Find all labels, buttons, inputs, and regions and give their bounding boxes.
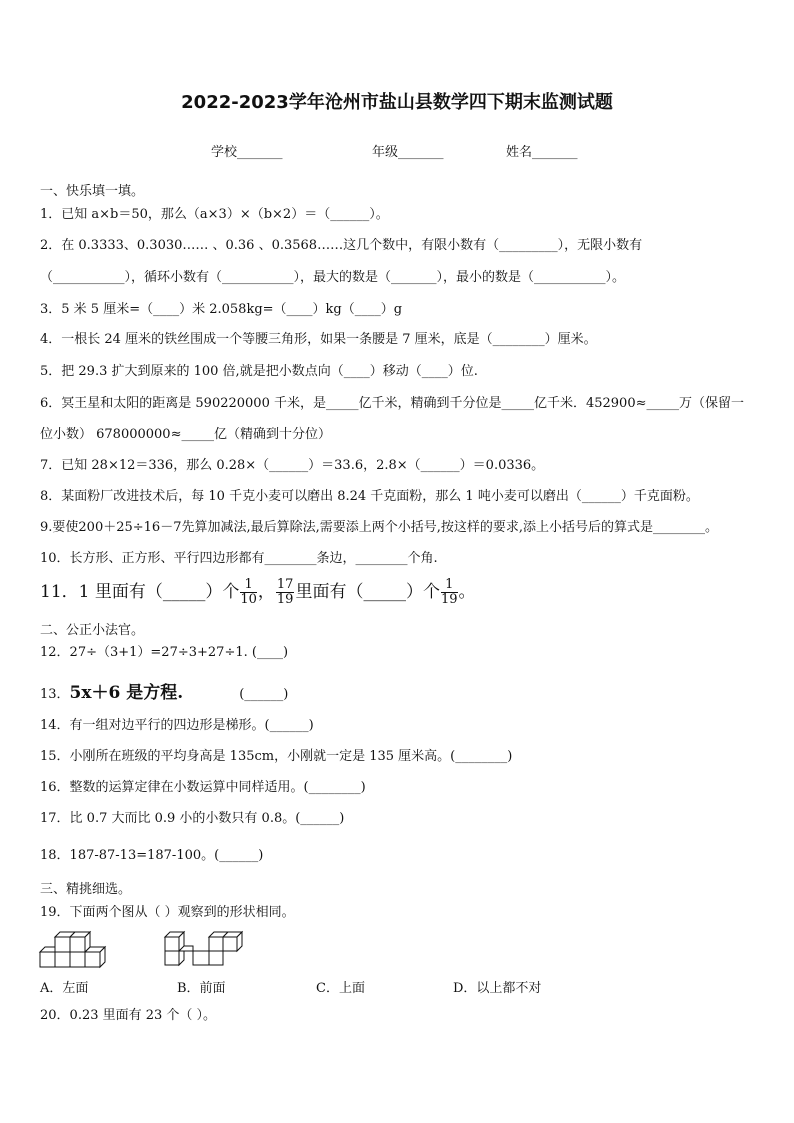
fraction-denominator: 19	[276, 592, 294, 607]
fraction-1-19	[441, 578, 458, 607]
fraction-denominator: 10	[240, 592, 257, 607]
question-11-separator: ，	[257, 582, 275, 602]
question-7: 7．已知 28×12＝336，那么 0.28×（______）＝33.6，2.8×（______）＝0.0336。	[40, 458, 545, 473]
option-b[interactable]: B．前面	[177, 981, 226, 996]
question-10: 10．长方形、正方形、平行四边形都有________条边，________个角.	[40, 551, 438, 566]
question-14: 14．有一组对边平行的四边形是梯形。(______)	[40, 718, 314, 733]
option-d[interactable]: D．以上都不对	[453, 981, 542, 996]
question-6-line-2: 位小数） 678000000≈_____亿（精确到十分位）	[40, 427, 331, 442]
question-6-line-1: 6．冥王星和太阳的距离是 590220000 千米，是_____亿千米，精确到千分位是_____亿千米．452900≈_____万（保留一	[40, 396, 744, 411]
cube-figure-1	[38, 930, 108, 970]
question-11-end: 。	[458, 582, 476, 602]
fraction-1-10	[240, 578, 257, 607]
question-15: 15．小刚所在班级的平均身高是 135cm，小刚就一定是 135 厘米高。(________)	[40, 749, 513, 764]
school-field: 学校_______	[211, 145, 283, 160]
question-19: 19．下面两个图从（ ）观察到的形状相同。	[40, 905, 295, 920]
name-field: 姓名_______	[506, 145, 578, 160]
fraction-denominator: 19	[440, 592, 458, 607]
question-13-number: 13．	[40, 687, 70, 702]
grade-field: 年级_______	[372, 145, 444, 160]
question-11	[40, 577, 476, 607]
option-c[interactable]: C．上面	[316, 981, 365, 996]
fraction-numerator: 17	[276, 577, 294, 592]
fraction-17-19	[276, 578, 295, 607]
question-13	[40, 678, 288, 704]
question-12: 12．27÷（3+1）=27÷3+27÷1. (____)	[40, 645, 289, 660]
question-2-line-2: （___________），循环小数有（___________），最大的数是（_______），最小的数是（___________）。	[40, 270, 626, 285]
cube-figure-2	[163, 927, 243, 969]
fraction-numerator: 1	[240, 578, 257, 593]
question-13-blank: (______)	[239, 687, 289, 702]
section-heading-3: 三、精挑细选。	[40, 882, 132, 897]
question-1: 1．已知 a×b＝50，那么（a×3）×（b×2）＝（______）。	[40, 207, 389, 222]
question-20: 20．0.23 里面有 23 个（ ）。	[40, 1008, 217, 1023]
question-13-expression: 5x＋6 是方程.	[69, 683, 184, 703]
option-a[interactable]: A．左面	[40, 981, 89, 996]
question-11-prefix: 11．1 里面有（_____）个	[40, 582, 240, 602]
question-3: 3．5 米 5 厘米=（____）米 2.058kg=（____）kg（____）g	[40, 302, 403, 317]
question-16: 16．整数的运算定律在小数运算中同样适用。(________)	[40, 780, 366, 795]
question-18: 18．187-87-13=187-100。(______)	[40, 848, 264, 863]
page-title: 2022-2023学年沧州市盐山县数学四下期末监测试题	[181, 92, 613, 113]
question-8: 8．某面粉厂改进技术后，每 10 千克小麦可以磨出 8.24 千克面粉，那么 1 吨小麦可以磨出（______）千克面粉。	[40, 489, 699, 504]
question-9: 9.要使200＋25÷16－7先算加减法,最后算除法,需要添上两个小括号,按这样的要求,添上小括号后的算式是________。	[40, 520, 718, 535]
question-11-middle: 里面有（_____）个	[295, 582, 440, 602]
question-2-line-1: 2．在 0.3333、0.3030…… 、0.36 、0.3568……这几个数中，有限小数有（_________），无限小数有	[40, 238, 643, 253]
section-heading-2: 二、公正小法官。	[40, 623, 145, 638]
question-5: 5．把 29.3 扩大到原来的 100 倍,就是把小数点向（____）移动（____）位.	[40, 364, 478, 379]
question-17: 17．比 0.7 大而比 0.9 小的小数只有 0.8。(______)	[40, 811, 345, 826]
fraction-numerator: 1	[441, 578, 458, 593]
section-heading-1: 一、快乐填一填。	[40, 184, 145, 199]
question-4: 4．一根长 24 厘米的铁丝围成一个等腰三角形，如果一条腰是 7 厘米，底是（________）厘米。	[40, 332, 597, 347]
